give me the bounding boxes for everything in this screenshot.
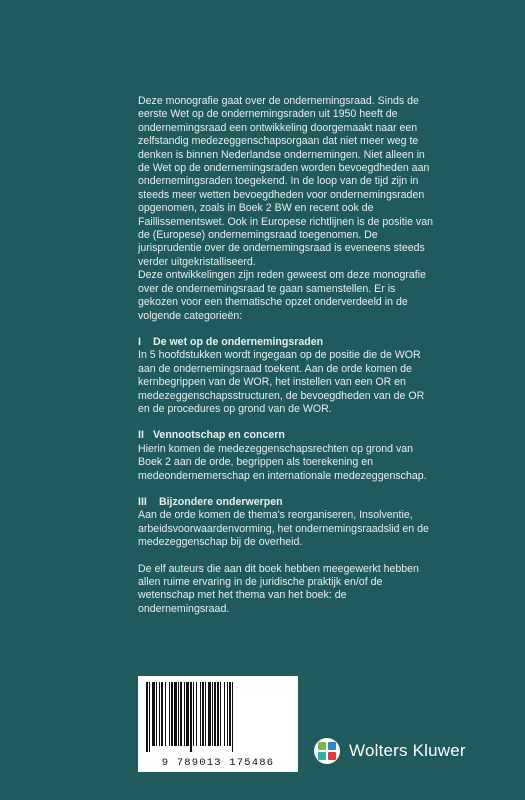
blurb (138, 95, 438, 616)
barcode-bars (144, 682, 292, 752)
isbn-barcode (138, 676, 298, 772)
section-1-heading: De wet op de ondernemingsraden (152, 335, 324, 348)
section-2-number: II (138, 429, 144, 442)
isbn-digits: 9 789013 175486 (161, 757, 275, 769)
section-1-title (138, 336, 438, 349)
closing-paragraph: De elf auteurs die aan dit boek hebben meegewerkt hebben allen ruime ervaring in de juridische praktijk en/of de wetenschap met het thema van het boek: de ondernemingsraad. (138, 562, 419, 615)
publisher-logo (313, 736, 493, 766)
publisher-name: Wolters Kluwer (349, 741, 466, 760)
section-3-title (138, 496, 438, 509)
intro-paragraph-1: Deze monografie gaat over de ondernemingsraad. Sinds de eerste Wet op de ondernemingsraden uit 1950 heeft de ondernemingsraad een ontwikkeling doorgemaakt naar een zelfstandig medezeggenschapsorgaan dat niet meer weg te denken is binnen Nederlandse ondernemingen. Niet alleen in de Wet op de ondernemingsraden worden bevoegdheden aan ondernemingsraden toegekend. In de loop van de tijd zijn in steeds meer wetten bevoegdheden voor ondernemingsraden opgenomen, zoals in Boek 2 BW en recent ook de Faillissementswet. Ook in Europese richtlijnen is de positie van de (Europese) ondernemingsraad toegenomen. De jurisprudentie over de ondernemingsraad is eveneens steeds verder uitgekristalliseerd. (138, 95, 433, 268)
section-2-title (138, 429, 438, 442)
wolters-kluwer-logo-icon (313, 737, 341, 765)
section-1-number: I (138, 335, 141, 348)
section-2-body: Hierin komen de medezeggenschapsrechten op grond van Boek 2 aan de orde, begrippen als toerekening en medeondernemerschap en internationale medezeggenschap. (138, 442, 427, 482)
section-3-heading: Bijzondere onderwerpen (158, 495, 283, 508)
intro-paragraph-2: Deze ontwikkelingen zijn reden geweest om deze monografie over de ondernemingsraad te gaan samenstellen. Er is gekozen voor een thematische opzet onderverdeeld in de volgende categorieën: (138, 269, 426, 322)
section-1-body: In 5 hoofdstukken wordt ingegaan op de positie die de WOR aan de ondernemingsraad toekent. Aan de orde komen de kernbegrippen van de WOR, het instellen van een OR en medezeggenschapsstructuren, de bevoegdheden van de OR en de procedures op grond van de WOR. (138, 349, 425, 415)
section-3-number: III (138, 495, 147, 508)
section-2-heading: Vennootschap en concern (152, 429, 285, 442)
section-3-body: Aan de orde komen de thema's reorganiseren, Insolventie, arbeidsvoorwaardenvorming, het ondernemingsraadslid en de medezeggenschap bij de overheid. (138, 509, 429, 549)
